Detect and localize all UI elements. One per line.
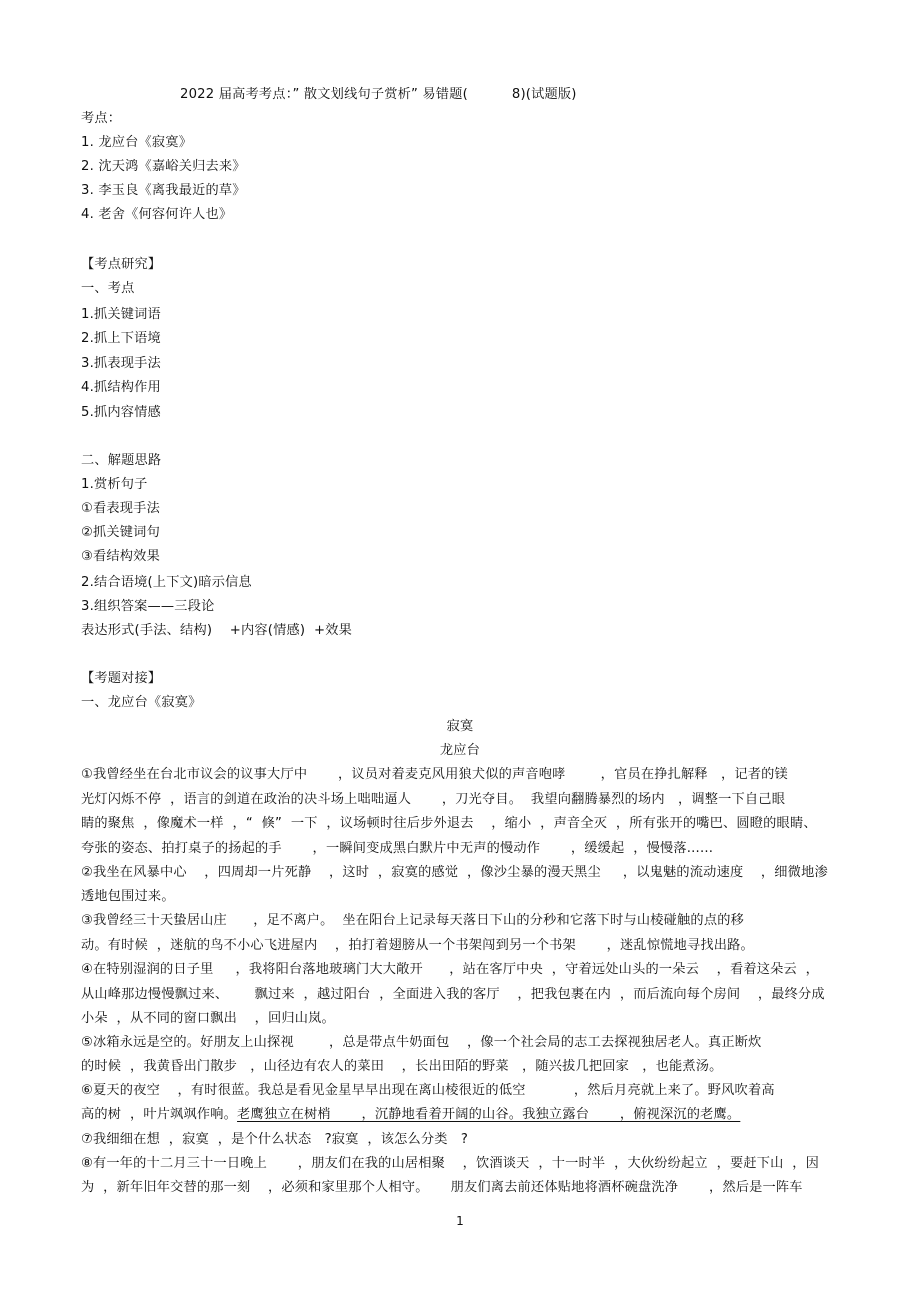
docking-heading: 【考题对接】 (81, 671, 162, 686)
essay-line: 动。有时候 ，迷航的鸟不小心飞进屋内 ，拍打着翅膀从一个书架闯到另一个书架 ，迷乱惊慌地寻找出路。 (81, 938, 754, 953)
section2-item: ②抓关键词句 (81, 525, 160, 540)
exam-point-item: 2. 沈天鸿《嘉峪关归去来》 (81, 159, 246, 174)
essay-line: ⑦我细细在想 ，寂寞 ，是个什么状态 ?寂寞 ，该怎么分类 ? (81, 1132, 469, 1147)
essay-line: 为 ，新年旧年交替的那一刻 ，必须和家里那个人相守。 朋友们离去前还体贴地将酒杯碗盘洗净 ，然后是一阵车 (81, 1180, 803, 1195)
section2-item: ③看结构效果 (81, 549, 160, 564)
essay-line: ④在特别湿润的日子里 ，我将阳台落地玻璃门大大敞开 ，站在客厅中央 ，守着远处山头的一朵云 ，看着这朵云 ， (81, 962, 820, 977)
essay-line: ②我坐在风暴中心 ，四周却一片死静 ，这时 ，寂寞的感觉 ，像沙尘暴的漫天黑尘 ，以鬼魅的流动速度 ，细微地渗 (81, 865, 828, 880)
exam-point-item: 1. 龙应台《寂寞》 (81, 135, 193, 150)
section1-item: 2.抓上下语境 (81, 331, 161, 346)
section2-item: 1.赏析句子 (81, 477, 148, 492)
essay-line: ⑤冰箱永远是空的。好朋友上山探视 ，总是带点牛奶面包 ，像一个社会局的志工去探视独居老人。真正断炊 (81, 1035, 762, 1050)
section2-item: 2.结合语境(上下文)暗示信息 (81, 575, 252, 590)
section2-item: 表达形式(手法、结构) +内容(情感) +效果 (81, 623, 353, 638)
essay-line: ⑥夏天的夜空 ，有时很蓝。我总是看见金星早早出现在离山棱很近的低空 ，然后月亮就上来了。野风吹着高 (81, 1083, 775, 1098)
essay-line: ⑧有一年的十二月三十一日晚上 ，朋友们在我的山居相聚 ，饮酒谈天 ，十一时半 ，大伙纷纷起立 ，要赶下山 ，因 (81, 1156, 820, 1171)
section1-item: 1.抓关键词语 (81, 307, 161, 322)
section2-item: 3.组织答案——三段论 (81, 599, 215, 614)
essay-line: ③我曾经三十天蛰居山庄 ，足不离户。 坐在阳台上记录每天落日下山的分秒和它落下时与山棱碰触的点的移 (81, 913, 744, 928)
essay-line: 的时候 ，我黄昏出门散步 ，山径边有农人的菜田 ，长出田陌的野菜 ，随兴拔几把回家 ，也能煮汤。 (81, 1059, 723, 1074)
exam-points-heading: 考点： (81, 111, 122, 126)
section2-heading: 二、解题思路 (81, 453, 162, 468)
research-heading: 【考点研究】 (81, 257, 162, 272)
essay-line: 夸张的姿态、拍打桌子的扬起的手 ，一瞬间变成黑白默片中无声的慢动作 ，缓缓起 ，慢慢落...... (81, 841, 714, 856)
exam-point-item: 4. 老舍《何容何许人也》 (81, 207, 233, 222)
exam-point-item: 3. 李玉良《离我最近的草》 (81, 183, 246, 198)
essay-line-text: 高的树 ，叶片飒飒作响。 (81, 1107, 238, 1122)
page-number: 1 (456, 1214, 464, 1228)
section1-heading: 一、考点 (81, 281, 135, 296)
essay-line: 光灯闪烁不停 ，语言的剑道在政治的决斗场上咄咄逼人 ，刀光夺目。 我望向翻腾暴烈的场内 ，调整一下自己眼 (81, 792, 786, 807)
underlined-sentence: 老鹰独立在树梢 ，沉静地看着开阔的山谷。我独立露台 ，俯视深沉的老鹰。 (237, 1107, 741, 1122)
docking-subheading: 一、龙应台《寂寞》 (81, 695, 202, 710)
essay-line: 小朵 ，从不同的窗口飘出 ，回归山岚。 (81, 1011, 335, 1026)
essay-title: 寂寞 (446, 719, 474, 734)
section1-item: 5.抓内容情感 (81, 405, 161, 420)
essay-line: 睛的聚焦 ，像魔术一样 ，“ 倏” 一下 ，议场顿时往后步外退去 ，缩小 ，声音全灭 ，所有张开的嘴巴、圆瞪的眼睛、 (81, 816, 817, 831)
section1-item: 4.抓结构作用 (81, 380, 161, 395)
section1-item: 3.抓表现手法 (81, 356, 161, 371)
document-title: 2022 届高考考点：” 散文划线句子赏析” 易错题( 8)(试题版) (180, 87, 577, 102)
essay-author: 龙应台 (439, 743, 481, 758)
section2-item: ①看表现手法 (81, 501, 160, 516)
essay-line-underlined-sentence (81, 1106, 740, 1124)
essay-line: ①我曾经坐在台北市议会的议事大厅中 ，议员对着麦克风用狼犬似的声音咆哮 ，官员在挣扎解释 ，记者的镁 (81, 767, 788, 782)
essay-line: 从山峰那边慢慢飘过来、 飘过来 ，越过阳台 ，全面进入我的客厅 ，把我包裹在内 ，而后流向每个房间 ，最终分成 (81, 987, 825, 1002)
essay-line: 透地包围过来。 (81, 889, 175, 904)
